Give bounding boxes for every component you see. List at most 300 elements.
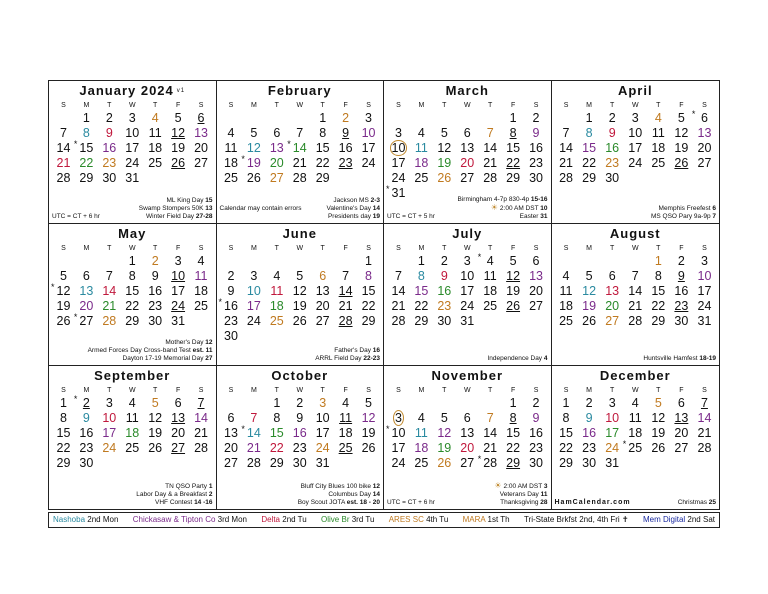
day-cell [265,396,288,411]
day-cell [52,411,75,426]
event-text: Boy Scout JOTA [297,499,345,506]
day-cell [433,269,456,284]
day-number: 19 [437,441,452,456]
day-number: 23 [224,313,238,328]
day-cell [502,284,525,299]
day-cell [144,426,167,441]
day-cell [670,314,693,329]
day-number: 24 [697,298,712,313]
day-number: 17 [246,298,261,313]
day-number: 25 [628,441,643,456]
day-cell [265,411,288,426]
day-cell [525,396,548,411]
day-cell [75,426,98,441]
day-cell [121,171,144,186]
day-number: 27 [697,156,712,170]
event-date: 4 [543,355,548,363]
day-cell [75,299,98,314]
month-title [387,368,548,384]
day-number: 28 [483,171,498,185]
day-cell [121,396,144,411]
day-cell [601,269,624,284]
day-cell [190,269,213,284]
day-number: 6 [227,411,235,426]
day-number: 20 [697,141,712,155]
day-number: 8 [509,411,517,426]
day-cell [410,396,433,411]
day-number: 14 [338,283,353,298]
day-number: 22 [56,441,71,456]
day-cell [75,141,98,156]
day-cell [220,426,243,441]
weekday-header [387,244,548,254]
day-number: 25 [148,156,163,170]
day-number: 29 [651,313,666,328]
event-text: MS QSO Pary 9a-9p [650,212,711,220]
day-cell [433,426,456,441]
day-number: 5 [151,396,159,411]
day-cell [144,156,167,171]
day-cell [220,299,243,314]
day-cell [410,171,433,186]
day-cell [647,284,670,299]
event-note [52,205,213,213]
day-number: 13 [674,411,689,426]
day-cell [288,284,311,299]
day-number: 18 [414,441,429,456]
day-number: 19 [56,298,71,313]
event-date: 31 [540,212,548,220]
day-cell [433,141,456,156]
day-number: 19 [651,426,666,441]
day-cell [624,314,647,329]
day-cell [242,126,265,141]
day-cell [144,141,167,156]
weekday-letter: F [510,102,516,109]
day-cell [502,426,525,441]
day-number: 28 [292,171,307,185]
day-number: 29 [559,456,573,471]
day-cell [624,126,647,141]
day-number: 9 [532,126,540,140]
day-number: 2 [677,253,685,268]
event-date: 15 [205,196,213,204]
day-cell [670,426,693,441]
day-number: 19 [171,141,186,155]
day-number: 27 [224,456,238,471]
day-number: 2 [532,111,540,125]
day-number: 20 [194,141,208,155]
day-cell [357,411,380,426]
day-cell [479,269,502,284]
day-number: 16 [224,298,238,313]
event-note [555,499,717,507]
day-cell [190,456,213,471]
weekday-letter: T [488,102,493,109]
day-cell [601,156,624,171]
day-number: 20 [605,298,620,313]
day-cell [98,441,121,456]
month-days [220,111,381,186]
day-number: 12 [437,426,452,441]
month-notes [52,483,213,507]
event-text: Christmas [677,499,707,506]
legend-club-name: Chickasaw & Tipton Co [132,515,216,524]
day-cell [502,254,525,269]
day-number: 22 [79,156,94,170]
day-number: 8 [417,268,425,283]
day-number: 24 [171,298,186,313]
day-cell [555,171,578,186]
day-cell [502,314,525,329]
day-cell [220,284,243,299]
day-cell [578,126,601,141]
day-number: 31 [460,313,475,328]
day-number: 17 [391,156,406,170]
day-number: 30 [674,313,689,328]
event-date: 28 [540,499,548,506]
day-cell [334,314,357,329]
day-number: 22 [125,298,140,313]
day-number: 5 [509,253,517,268]
day-number: 7 [631,268,639,283]
event-text: VHF Contest [155,499,193,506]
day-number: 2 [585,396,593,411]
day-number: 9 [82,411,90,426]
day-cell [693,269,716,284]
day-cell [387,314,410,329]
day-number: 15 [361,283,376,298]
day-number: 21 [483,156,498,170]
day-cell [693,284,716,299]
day-cell [502,126,525,141]
day-number: 17 [628,141,643,155]
weekday-letter: F [679,244,684,252]
day-number: 31 [391,186,406,200]
day-number: 18 [148,141,163,155]
event-date: 22-23 [363,355,380,363]
event-date: 2 [208,491,213,498]
day-number: 20 [315,298,330,313]
weekday-letter: S [563,244,569,252]
day-cell [167,299,190,314]
event-note [52,491,213,499]
weekday-letter: S [198,244,204,252]
sun-icon: ☀ [490,202,498,212]
day-cell [190,411,213,426]
day-cell [144,411,167,426]
month-days [52,254,213,329]
day-number: 30 [529,456,543,471]
day-number: 26 [674,156,689,170]
day-number: 4 [227,126,235,140]
event-note [220,483,381,491]
day-cell [525,126,548,141]
day-number: 25 [483,298,498,313]
day-number: 1 [417,253,425,268]
day-number: 30 [224,328,238,343]
day-number: 11 [651,126,665,140]
event-date: 12 [372,483,380,490]
day-cell [190,396,213,411]
weekday-header [387,101,548,111]
day-number: 10 [391,141,406,155]
day-number: 18 [269,298,284,313]
day-number: 25 [338,441,353,456]
day-number: 20 [674,426,689,441]
day-number: 3 [250,268,258,283]
month-days [387,254,548,329]
event-text: TN QSO Party [165,483,208,490]
day-cell [410,426,433,441]
day-cell [647,314,670,329]
day-cell [242,426,265,441]
legend-schedule: 2nd Tu [280,515,307,524]
day-number: 18 [338,426,353,441]
day-cell [220,314,243,329]
day-number: 11 [148,126,162,140]
day-number: 17 [697,283,712,298]
day-number: 23 [437,298,452,313]
day-cell [647,299,670,314]
day-cell [357,254,380,269]
day-number: 22 [315,156,330,170]
day-number: 10 [361,126,376,140]
day-number: 26 [148,441,163,456]
day-number: 16 [674,283,689,298]
day-cell [410,111,433,126]
day-number: 1 [509,396,517,411]
day-number: 9 [105,126,113,140]
weekday-letter: S [366,244,371,252]
weekday-header [387,386,548,396]
day-number: 10 [605,411,620,426]
day-number: 7 [394,268,402,283]
day-cell [52,441,75,456]
utc-note: UTC = CT + 6 hr [387,499,435,506]
event-text: Easter [519,212,539,220]
month-days [555,111,717,186]
day-number: 31 [315,456,330,471]
day-number: 26 [292,313,307,328]
day-number: 3 [608,396,616,411]
day-number: 11 [270,283,284,298]
day-cell [456,426,479,441]
day-number: 26 [437,456,452,471]
day-number: 8 [128,268,136,283]
day-number: 10 [628,126,643,140]
day-cell [121,254,144,269]
day-cell [578,314,601,329]
day-cell [578,456,601,471]
day-cell [578,269,601,284]
day-cell [624,141,647,156]
event-date: 27-28 [195,212,213,220]
event-date: 2-3 [370,196,380,204]
day-cell [624,456,647,471]
day-number: 27 [171,441,186,456]
day-number: 8 [509,126,517,140]
weekday-letter: S [61,387,66,395]
day-cell [456,254,479,269]
day-cell [334,141,357,156]
day-number: 7 [486,126,494,140]
weekday-letter: W [128,387,136,395]
day-cell [167,269,190,284]
day-number: 2 [532,396,540,411]
day-cell [387,126,410,141]
day-cell [410,456,433,471]
legend-item [321,513,374,527]
day-number: 1 [585,111,593,125]
day-number: 5 [585,268,593,283]
month-title [555,226,717,242]
day-number: 28 [697,441,712,456]
day-cell [555,396,578,411]
day-cell [670,156,693,171]
day-cell [502,441,525,456]
day-cell [601,441,624,456]
day-number: 3 [365,111,372,125]
event-note [52,355,213,363]
weekday-letter: S [198,387,204,395]
day-number: 3 [128,111,136,125]
day-cell [220,269,243,284]
weekday-letter: T [656,244,661,252]
day-number: 24 [460,298,475,313]
day-number: 6 [608,268,616,283]
day-number: 13 [460,426,475,441]
day-cell [624,269,647,284]
day-number: 12 [506,268,521,283]
day-number: 1 [365,253,372,268]
day-number: 25 [414,456,429,471]
event-note [220,197,381,205]
month-title [555,83,717,99]
event-text: Veterans Day [499,491,539,498]
day-number: 5 [654,396,662,411]
day-cell [121,156,144,171]
weekday-letter: S [702,102,707,109]
day-number: 20 [460,156,475,170]
day-cell [121,284,144,299]
day-number: 10 [315,411,330,426]
day-cell [288,156,311,171]
day-number: 10 [246,283,261,298]
day-number: 12 [171,126,186,140]
day-cell [121,299,144,314]
weekday-letter: T [442,244,447,252]
weekday-header [220,244,381,254]
day-cell [265,426,288,441]
day-cell [357,111,380,126]
day-number: 9 [151,268,159,283]
day-cell [433,126,456,141]
day-cell [288,269,311,284]
day-number: 22 [506,441,521,456]
day-cell [433,284,456,299]
day-cell [311,314,334,329]
weekday-letter: W [296,244,304,252]
day-cell [525,411,548,426]
day-cell [334,111,357,126]
event-note [387,491,548,499]
day-cell [647,396,670,411]
day-cell [167,426,190,441]
day-number: 31 [605,456,620,471]
event-date: 7 [712,212,716,220]
day-number: 14 [483,141,498,155]
day-number: 21 [246,441,261,456]
day-cell [357,329,380,344]
day-number: 1 [319,111,327,125]
month-days [220,396,381,471]
month-title [387,83,548,99]
day-cell [693,141,716,156]
day-number: 7 [486,411,494,426]
day-cell [647,171,670,186]
day-number: 23 [582,441,597,456]
weekday-letter: S [228,387,234,395]
day-number: 3 [105,396,113,411]
event-text: Dayton 17-19 Memorial Day [122,355,204,363]
day-cell [578,411,601,426]
weekday-letter: F [679,102,684,109]
day-cell [601,396,624,411]
weekday-letter: S [396,387,401,395]
weekday-letter: W [631,102,639,109]
day-cell [357,441,380,456]
day-cell [693,254,716,269]
day-number: 30 [529,171,543,185]
day-cell [601,254,624,269]
day-cell [334,126,357,141]
day-cell [456,441,479,456]
day-number: 12 [246,141,261,155]
day-number: 1 [562,396,570,411]
day-number: 23 [529,156,543,170]
day-cell [578,284,601,299]
day-number: 24 [246,313,261,328]
month-name: July [452,225,483,241]
day-cell [190,314,213,329]
day-number: 2 [440,253,448,268]
day-cell [121,456,144,471]
event-note [387,196,548,204]
day-number: 27 [269,171,284,185]
day-number: 9 [532,411,540,426]
day-number: 20 [529,283,543,298]
day-cell [479,426,502,441]
day-number: 13 [605,283,620,298]
day-number: 11 [559,283,573,298]
day-cell [190,254,213,269]
day-number: 13 [315,283,330,298]
day-cell [98,314,121,329]
day-number: 7 [700,396,708,411]
weekday-letter: T [274,387,279,395]
day-cell [220,141,243,156]
day-number: 27 [529,298,543,313]
weekday-letter: T [153,244,158,252]
day-number: 27 [460,456,475,471]
event-note [387,204,548,213]
event-text: Huntsville Hamfest [643,355,698,363]
day-cell [693,126,716,141]
day-number: 7 [197,396,205,411]
weekday-letter: W [128,102,136,109]
day-cell [265,156,288,171]
